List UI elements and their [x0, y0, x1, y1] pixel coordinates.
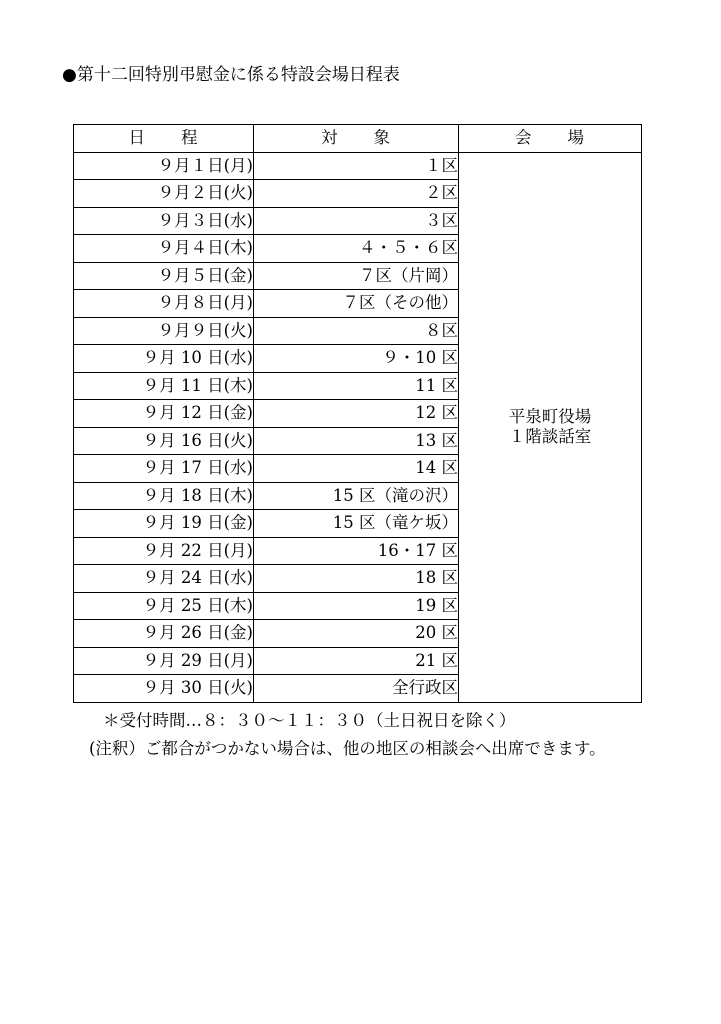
row-date: ９月 30 日(火)	[74, 675, 254, 703]
row-target: 16・17 区	[254, 537, 459, 565]
row-target: ９・10 区	[254, 345, 459, 373]
row-target: ２区	[254, 180, 459, 208]
row-date: ９月２日(火)	[74, 180, 254, 208]
row-date: ９月 17 日(水)	[74, 455, 254, 483]
row-date: ９月 18 日(木)	[74, 482, 254, 510]
row-target: 11 区	[254, 372, 459, 400]
row-date: ９月 11 日(木)	[74, 372, 254, 400]
row-date: ９月 26 日(金)	[74, 620, 254, 648]
row-date: ９月 29 日(月)	[74, 647, 254, 675]
row-date: ９月８日(月)	[74, 290, 254, 318]
row-date: ９月４日(木)	[74, 235, 254, 263]
row-target: ７区（片岡）	[254, 262, 459, 290]
row-date: ９月 22 日(月)	[74, 537, 254, 565]
header-date: 日 程	[74, 125, 254, 153]
row-target: 13 区	[254, 427, 459, 455]
row-target: 15 区（竜ケ坂）	[254, 510, 459, 538]
document-title: ●第十二回特別弔慰金に係る特設会場日程表	[62, 65, 400, 85]
row-date: ９月１日(月)	[74, 152, 254, 180]
venue-room: １階談話室	[508, 427, 592, 446]
header-target: 対 象	[254, 125, 459, 153]
row-date: ９月 25 日(木)	[74, 592, 254, 620]
table-row	[74, 152, 642, 180]
row-date: ９月 16 日(火)	[74, 427, 254, 455]
venue-cell	[459, 152, 642, 702]
row-target: １区	[254, 152, 459, 180]
venue-name: 平泉町役場	[508, 407, 592, 426]
row-date: ９月９日(火)	[74, 317, 254, 345]
table-header-row	[74, 125, 642, 153]
reception-hours-note: ＊受付時間…８：３０～１１：３０（土日祝日を除く）	[103, 711, 516, 730]
row-target: ４・５・６区	[254, 235, 459, 263]
row-target: 20 区	[254, 620, 459, 648]
header-venue: 会 場	[459, 125, 642, 153]
remark-note: (注釈）ご都合がつかない場合は、他の地区の相談会へ出席できます。	[89, 739, 606, 758]
row-date: ９月 10 日(水)	[74, 345, 254, 373]
row-target: 15 区（滝の沢）	[254, 482, 459, 510]
row-date: ９月３日(水)	[74, 207, 254, 235]
row-target: ８区	[254, 317, 459, 345]
schedule-table	[73, 124, 642, 703]
row-target: 21 区	[254, 647, 459, 675]
row-target: ３区	[254, 207, 459, 235]
row-date: ９月５日(金)	[74, 262, 254, 290]
row-target: 18 区	[254, 565, 459, 593]
row-target: 14 区	[254, 455, 459, 483]
row-target: 19 区	[254, 592, 459, 620]
row-target: 全行政区	[254, 675, 459, 703]
row-date: ９月 12 日(金)	[74, 400, 254, 428]
row-date: ９月 19 日(金)	[74, 510, 254, 538]
row-target: ７区（その他）	[254, 290, 459, 318]
row-target: 12 区	[254, 400, 459, 428]
row-date: ９月 24 日(水)	[74, 565, 254, 593]
